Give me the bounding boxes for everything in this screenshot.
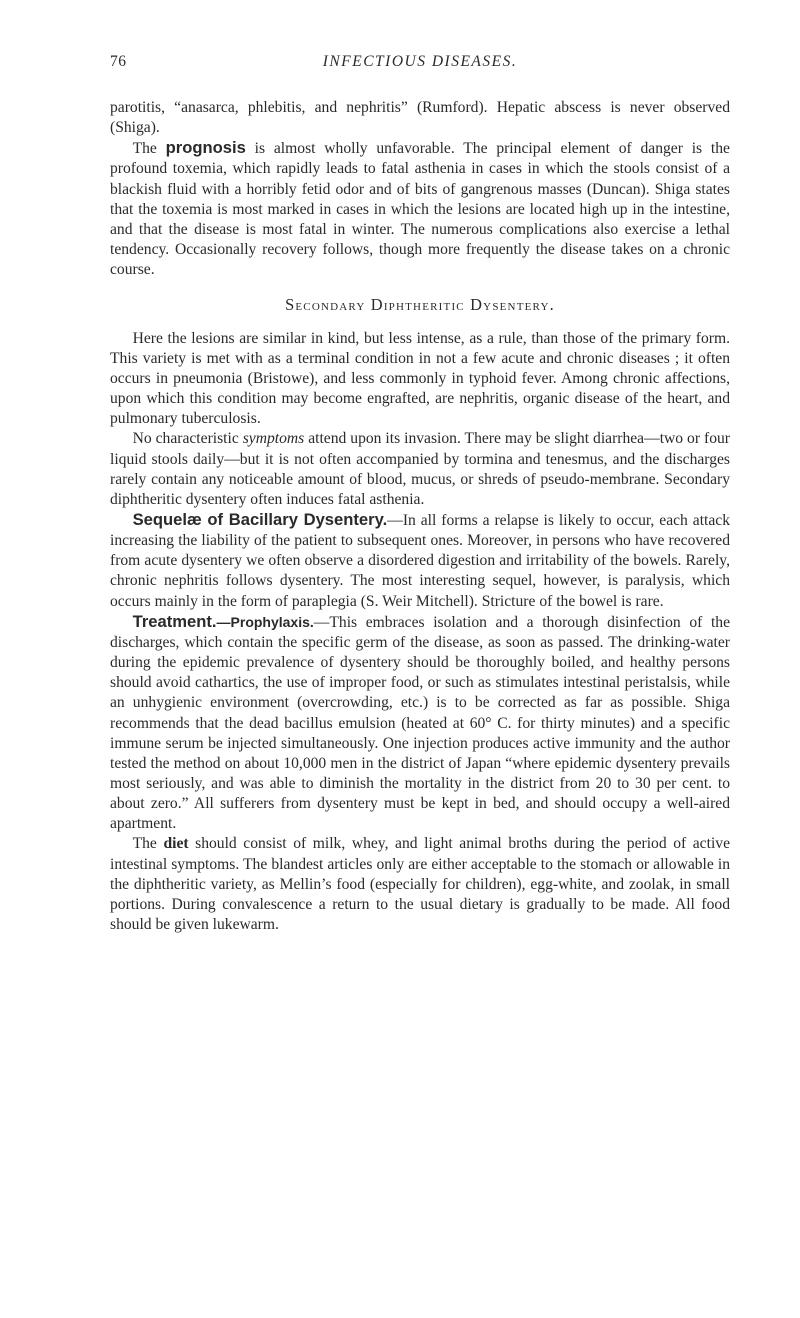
paragraph-sequelae [110,510,730,612]
paragraph-treatment [110,612,730,835]
treatment-text: —This embraces isolation and a thorough disinfection of the discharges, which contain the specific germ of the disease, as soon as passed. The drinking-water during the epidemic prevalence of dysentery should be thoroughly boiled, and healthy persons should avoid cathartics, the use of improper food, or such as stimulates intestinal peristalsis, while an unhygienic environment (overcrowding, etc.) is to be corrected as far as possible. Shiga recommends that the dead bacillus emulsion (heated at 60° C. for thirty minutes) and a specific immune serum be injected simultaneously. One injection produces active immunity and the author tested the method on about 10,000 men in the district of Japan “where epidemic dysentery prevails most seriously, and was able to diminish the mortality in the district from 20 to 30 per cent. to about zero.” All sufferers from dysentery must be kept in bed, and should occupy a well-aired apartment. [110,613,730,833]
paragraph-prognosis [110,138,730,280]
section-heading: Secondary Diphtheritic Dysentery. [285,295,555,315]
symptoms-lead: No characteristic [132,430,243,448]
paragraph-diet [110,834,730,935]
symptoms-term: symptoms [242,430,305,448]
paragraph-secondary: Here the lesions are similar in kind, but less intense, as a rule, than those of the primary form. This variety is met with as a terminal condition in not a few acute and chronic diseases ; it often occurs in pneumonia (Bristowe), and less commonly in typhoid fever. Among chronic affections, upon which this condition may become engrafted, are nephritis, organic disease of the heart, and pulmonary tuberculosis. [110,329,730,428]
prognosis-text: is almost wholly unfavorable. The principal element of danger is the profound toxemia, which rapidly leads to fatal asthenia in cases in which the stools consist of a blackish fluid with a horribly fetid odor and of bits of gangrenous masses (Duncan). Shiga states that the toxemia is most marked in cases in which the lesions are located high up in the intestine, and that the disease is most fatal in winter. The numerous complications also exercise a lethal tendency. Occasionally recovery follows, though more frequently the disease takes on a chronic course. [110,140,730,279]
prophylaxis-subheading: —Prophylaxis. [216,613,314,630]
sequelae-heading: Sequelæ of Bacillary Dysentery. [132,509,388,529]
prognosis-term: prognosis [165,138,246,158]
symptoms-text: attend upon its invasion. There may be slight diarrhea—two or four liquid stools daily—but it is not often accompanied by tormina and tenesmus, and the discharges rarely contain any noticeable amount of blood, mucus, or shreds of pseudo-membrane. Secondary diphtheritic dysentery often induces fatal asthenia. [110,430,730,508]
diet-lead: The [132,835,164,853]
prognosis-lead: The [132,140,166,158]
paragraph-intro: parotitis, “anasarca, phlebitis, and nephritis” (Rumford). Hepatic abscess is never observed (Shiga). [110,99,730,137]
running-title: INFECTIOUS DISEASES. [322,53,518,70]
diet-term: diet [163,835,189,853]
sequelae-text: —In all forms a relapse is likely to occur, each attack increasing the liability of the patient to subsequent ones. Moreover, in persons who have recovered from acute dysentery we often observe a disordered digestion and irritability of the bowels. Rarely, chronic nephritis follows dysentery. The most interesting sequel, however, is paralysis, which occurs mainly in the form of paraplegia (S. Weir Mitchell). Stricture of the bowel is rare. [110,511,731,610]
treatment-heading: Treatment. [132,611,217,631]
paragraph-symptoms [110,429,730,510]
diet-text: should consist of milk, whey, and light animal broths during the period of active intestinal symptoms. The blandest articles only are either acceptable to the stomach or allowable in the diphtheritic variety, as Mellin’s food (especially for children), egg-white, and zoolak, in small portions. During convalescence a return to the usual dietary is gradually to be made. All food should be given lukewarm. [110,835,730,934]
page-number: 76 [110,53,127,70]
running-head [110,52,730,74]
